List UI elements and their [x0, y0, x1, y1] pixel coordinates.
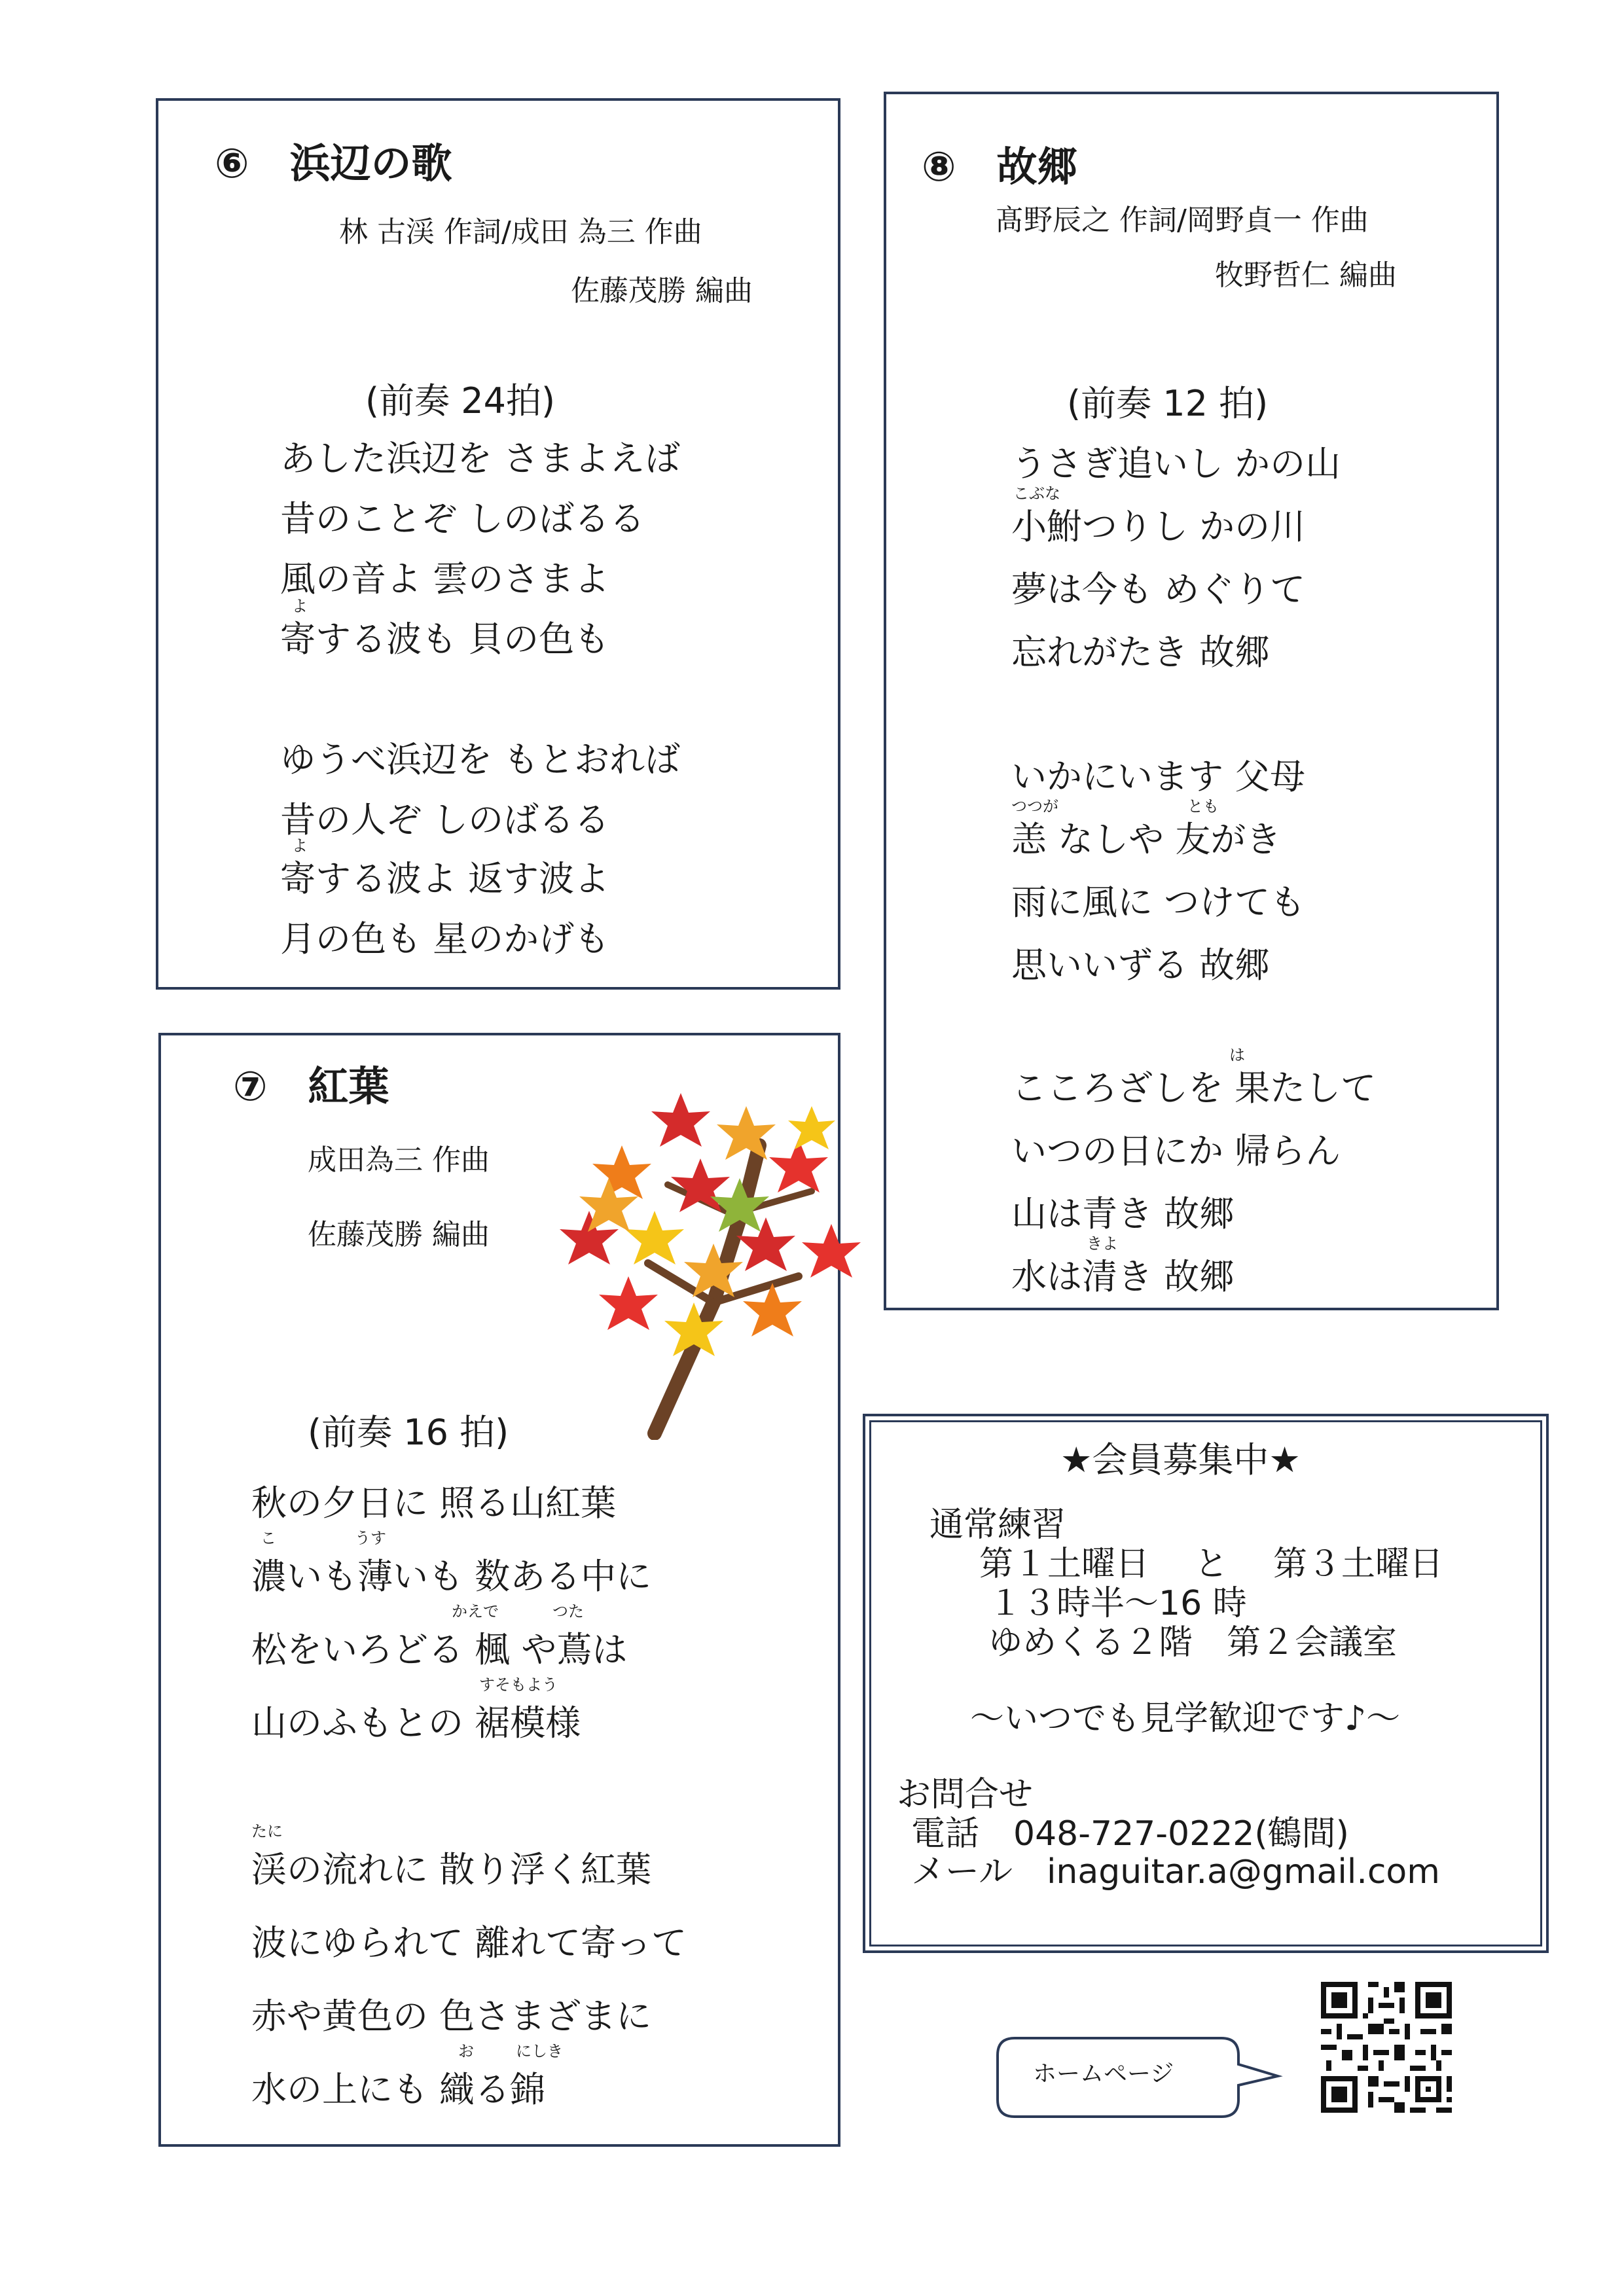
- song-7-line: 秋の夕日に 照る山紅葉: [251, 1482, 617, 1524]
- song-8-ruby: とも: [1187, 797, 1219, 816]
- song-7-ruby: うす: [355, 1529, 386, 1547]
- song-8-line: いつの日にか 帰らん: [1011, 1130, 1341, 1172]
- qr-code-icon[interactable]: [1316, 1977, 1457, 2118]
- song-7-ruby: こ: [261, 1529, 276, 1547]
- song-8-line: 山は青き 故郷: [1011, 1193, 1235, 1234]
- notice-line: ゆめくる２階 第２会議室: [988, 1623, 1398, 1662]
- song-7-line: 濃いも薄いも 数ある中に: [251, 1556, 652, 1597]
- song-7-line: 赤や黄色の 色さまざまに: [251, 1996, 652, 2037]
- song-7-title: ⑦ 紅葉: [233, 1062, 389, 1110]
- song-7-ruby: かえで: [452, 1602, 499, 1621]
- song-6-line: 風の音よ 雲のさまよ: [280, 558, 610, 600]
- maple-branch-illustration: [550, 1067, 864, 1440]
- song-6-credit-arrange: 佐藤茂勝 編曲: [571, 274, 753, 308]
- song-8-line: 思いいずる 故郷: [1011, 944, 1271, 986]
- song-6-line: ゆうべ浜辺を もとおれば: [280, 739, 681, 780]
- song-6-line: あした浜辺を さまよえば: [280, 438, 681, 479]
- song-8-intro: (前奏 12 拍): [1067, 383, 1269, 424]
- notice-line: お問合せ: [897, 1775, 1034, 1814]
- song-7-line: 水の上にも 織る錦: [251, 2069, 546, 2110]
- song-6-ruby: よ: [292, 597, 308, 615]
- song-8-credit-arrange: 牧野哲仁 編曲: [1215, 259, 1397, 292]
- notice-line: ～いつでも見学歓迎です♪～: [970, 1699, 1401, 1738]
- song-6-intro: (前奏 24拍): [365, 380, 556, 422]
- song-6-line: 昔のことぞ しのばるる: [280, 498, 645, 539]
- song-7-ruby: たに: [251, 1822, 283, 1840]
- song-6-line: 昔の人ぞ しのばるる: [280, 799, 610, 840]
- song-7-credit-arrange: 佐藤茂勝 編曲: [308, 1218, 490, 1251]
- song-7-line: 渓の流れに 散り浮く紅葉: [251, 1849, 652, 1890]
- song-8-ruby: きよ: [1087, 1234, 1118, 1253]
- notice-line: 通常練習: [929, 1505, 1066, 1545]
- notice-line: 電話 048-727-0222(鶴間): [911, 1814, 1349, 1854]
- song-7-line: 山のふもとの 裾模様: [251, 1702, 581, 1744]
- song-6-line: 月の色も 星のかげも: [280, 918, 610, 960]
- song-6-line: 寄する波よ 返す波よ: [280, 858, 610, 899]
- song-8-line: 水は清き 故郷: [1011, 1256, 1235, 1297]
- song-7-ruby: つた: [552, 1602, 584, 1621]
- song-8-line: 忘れがたき 故郷: [1011, 632, 1271, 673]
- song-8-credit-lyrics: 髙野辰之 作詞/岡野貞一 作曲: [995, 204, 1369, 237]
- notice-line: メール inaguitar.a@gmail.com: [911, 1852, 1440, 1892]
- song-8-line: いかにいます 父母: [1011, 756, 1306, 797]
- song-7-line: 松をいろどる 楓 や蔦は: [251, 1629, 628, 1670]
- song-7-ruby: お: [458, 2042, 474, 2060]
- song-8-line: こころざしを 果たして: [1011, 1067, 1377, 1109]
- song-6-line: 寄する波も 貝の色も: [280, 619, 610, 660]
- song-6-ruby: よ: [292, 836, 308, 855]
- song-8-title: ⑧ 故郷: [922, 143, 1078, 190]
- song-7-ruby: にしき: [516, 2042, 563, 2060]
- song-7-line: 波にゆられて 離れて寄って: [251, 1922, 687, 1964]
- song-8-line: 雨に風に つけても: [1011, 882, 1306, 923]
- song-8-line: 小鮒つりし かの川: [1011, 506, 1306, 547]
- song-8-line: うさぎ追いし かの山: [1011, 443, 1341, 484]
- notice-line: 第１土曜日 と 第３土曜日: [979, 1545, 1444, 1584]
- song-7-credit-composer: 成田為三 作曲: [308, 1143, 490, 1177]
- notice-title: ★会員募集中★: [1060, 1439, 1301, 1480]
- song-6-title: ⑥ 浜辺の歌: [215, 139, 452, 187]
- song-8-line: 恙 なしや 友がき: [1011, 819, 1282, 860]
- song-8-ruby: つつが: [1011, 797, 1058, 816]
- song-8-ruby: は: [1229, 1046, 1245, 1064]
- homepage-label: ホームページ: [1033, 2060, 1174, 2087]
- song-6-credit-lyrics: 林 古渓 作詞/成田 為三 作曲: [339, 215, 702, 249]
- song-8-ruby: こぶな: [1013, 484, 1060, 503]
- song-7-intro: (前奏 16 拍): [308, 1412, 509, 1453]
- notice-line: １３時半～16 時: [988, 1584, 1247, 1623]
- song-7-ruby: すそもよう: [479, 1676, 558, 1694]
- song-8-line: 夢は今も めぐりて: [1011, 569, 1306, 610]
